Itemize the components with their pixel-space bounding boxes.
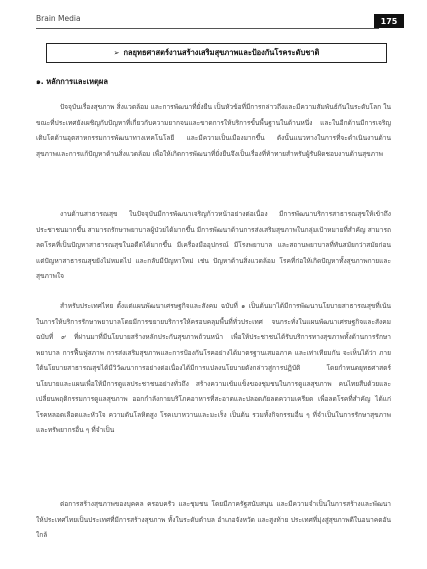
paragraph-4: ต่อการสร้างสุขภาพของบุคคล ครอบครัว และชุมชน โดยมีภาครัฐสนับสนุน และมีความจำเป็นในการสร้างและพัฒนาให้ประเทศไทยเป็นประเทศที่มีการสร้างสุขภาพ ทั้งในระดับตำบล อำเภอจังหวัด และสูงท้าย ประเทศที่มุ่งสู่สุขภาพดีในอนาคตอันใกล้	[36, 500, 391, 539]
chapter-title: กลยุทธศาสตร์งานสร้างเสริมสุขภาพและป้องกันโรคระดับชาติ	[123, 48, 320, 57]
paragraph-3: สำหรับประเทศไทย ตั้งแต่แผนพัฒนาเศรษฐกิจและสังคม ฉบับที่ ๑ เป็นต้นมาได้มีการพัฒนานโยบายสาธารณสุขที่เน้นในการให้บริการรักษาพยาบาลโดยมีการขยายบริการให้ครอบคลุมพื้นที่ทั่วประเทศ จนกระทั่งในแผนพัฒนาเศรษฐกิจและสังคม ฉบับที่ ๙ ที่ผ่านมาที่มีนโยบายสร้างหลักประกันสุขภาพถ้วนหน้า เพื่อให้ประชาชนได้รับบริการทางสุขภาพทั้งด้านการรักษาพยาบาล การฟื้นฟูสภาพ การส่งเสริมสุขภาพและการป้องกันโรคอย่างได้มาตรฐานเสมอภาค และเท่าเทียมกัน จะเห็นได้ว่า ภายใต้นโยบายสาธารณสุขได้มีวิวัฒนาการอย่างต่อเนื่องได้มีการแปลงนโยบายดังกล่าวสู่การปฏิบัติ โดยกำหนดยุทธศาสตร์ นโยบายและแผนเพื่อให้มีการดูแลประชาชนอย่างทั่วถึง สร้างความเข้มแข็งของชุมชนในการดูแลสุขภาพ คนไทยสืบด้วยและเปลี่ยนพฤติกรรมการดูแลสุขภาพ ออกกำลังกายบริโภคอาหารที่สะอาดและปลอดภัยลดความเครียด เพื่อลดโรคที่สำคัญ ได้แก่ โรคหลอดเลือดและหัวใจ ความดันโลหิตสูง โรคเบาหวานและมะเร็ง เป็นต้น รวมทั้งกิจกรรมอื่น ๆ ที่จำเป็นในการรักษาสุขภาพและทรัพยากรอื่น ๆ ที่จำเป็น	[36, 302, 391, 434]
header-brand: Brain Media	[36, 14, 81, 23]
arrow-right-icon: ➢	[113, 49, 120, 57]
chapter-title-box	[46, 43, 387, 63]
paragraph-1: ปัจจุบันเรื่องสุขภาพ สิ่งแวดล้อม และการพัฒนาที่ยั่งยืน เป็นหัวข้อที่มีการกล่าวถึงและมีความสัมพันธ์กันในระดับโลก ในขณะที่ประเทศยังเผชิญกับปัญหาที่เกี่ยวกับความยากจนและขาดการให้บริการขั้นพื้นฐานในด้านหนึ่ง และในอีกด้านมีการเจริญเติบโตด้านอุตสาหกรรมการพัฒนาทางเทคโนโลยี และมีความเป็นเมืองมากขึ้น ดังนั้นแนวทางในการที่จะดำเนินงานด้านสุขภาพและการแก้ปัญหาด้านสิ่งแวดล้อม เพื่อให้เกิดการพัฒนาที่ยั่งยืนจึงเป็นเรื่องที่ท้าทายสำหรับผู้รับผิดชอบงานด้านสุขภาพ	[36, 103, 391, 158]
paragraph-2: งานด้านสาธารณสุข ในปัจจุบันมีการพัฒนาเจริญก้าวหน้าอย่างต่อเนื่อง มีการพัฒนาบริการสาธารณสุขให้เข้าถึงประชาชนมากขึ้น สามารถรักษาพยาบาลผู้ป่วยได้มากขึ้น มีการพัฒนาด้านการส่งเสริมสุขภาพในกลุ่มเป้าหมายที่สำคัญ สามารถลดโรคที่เป็นปัญหาสาธารณสุขในอดีตได้มากขึ้น มีเครื่องมืออุปกรณ์ มีโรงพยาบาล และสถานพยาบาลที่ทันสมัยกว่าสมัยก่อน แต่ปัญหาสาธารณสุขยังไม่หมดไป และกลับมีปัญหาใหม่ เช่น ปัญหาด้านสิ่งแวดล้อม โรคที่ก่อให้เกิดปัญหาทั้งสุขภาพกายและสุขภาพใจ	[36, 210, 391, 280]
header-divider	[36, 28, 379, 29]
section-heading: ๑. หลักการและเหตุผล	[36, 77, 108, 86]
page-number: 175	[374, 14, 404, 28]
